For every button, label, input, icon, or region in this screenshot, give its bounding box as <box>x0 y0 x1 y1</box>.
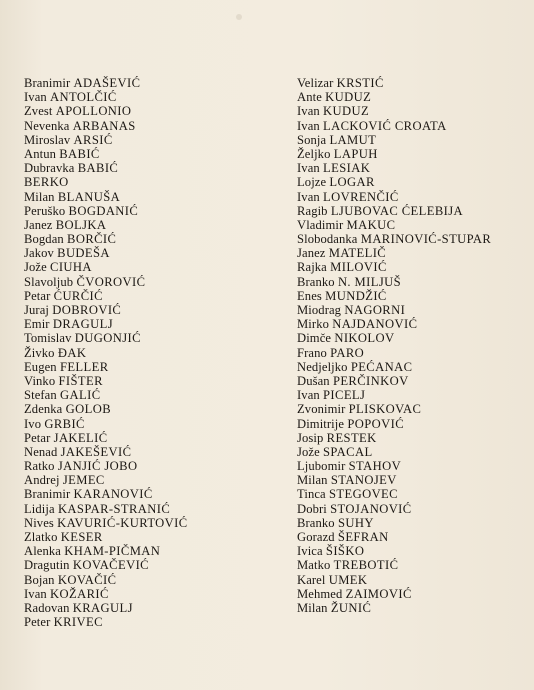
artist-surname: KOŽARIĆ <box>50 586 109 601</box>
artist-name <box>24 104 188 118</box>
artist-first-name: Emir <box>24 317 50 332</box>
artist-surname: BABIĆ <box>59 146 100 161</box>
artist-first-name: Velizar <box>297 76 334 90</box>
artist-surname: LAPUH <box>333 146 378 161</box>
artist-name <box>24 161 188 175</box>
artist-surname: UMEK <box>328 572 368 587</box>
artist-name <box>297 161 491 175</box>
artist-first-name: Zvest <box>24 104 53 119</box>
artist-surname: MAKUC <box>346 217 396 232</box>
artist-surname: KRSTIĆ <box>336 76 384 90</box>
artist-first-name: Nenad <box>24 444 58 459</box>
artist-surname: MUNDŽIĆ <box>325 288 387 303</box>
artist-name <box>24 516 188 530</box>
artist-surname: KESER <box>60 530 103 544</box>
artist-first-name: Janez <box>297 246 326 261</box>
artist-name <box>24 303 188 317</box>
artist-first-name: Dimče <box>297 331 332 346</box>
artist-first-name: Rajka <box>297 260 327 275</box>
artist-surname: KHAM-PIČMAN <box>64 544 161 559</box>
artist-first-name: Radovan <box>24 600 70 615</box>
artist-first-name: Zvonimir <box>297 402 346 417</box>
artist-first-name: Ratko <box>24 459 55 474</box>
artist-first-name: Mehmed <box>297 586 343 601</box>
artist-first-name: Branko <box>297 274 335 289</box>
artist-name <box>297 473 491 487</box>
artist-surname: DUGONJIĆ <box>74 331 141 346</box>
artist-surname: LOGAR <box>329 175 375 190</box>
artist-first-name: Petar <box>24 288 51 303</box>
artist-first-name: Ivan <box>24 586 47 601</box>
artist-name <box>24 204 188 218</box>
artist-name <box>24 360 188 374</box>
artist-name <box>297 558 491 572</box>
artist-surname: TREBOTIĆ <box>333 558 399 573</box>
artist-surname: MATELIČ <box>328 246 387 261</box>
artist-name <box>24 388 188 402</box>
artist-name <box>297 402 491 416</box>
artist-surname: BABIĆ <box>77 161 119 176</box>
artist-surname: MILOVIĆ <box>330 260 387 275</box>
artist-surname: LESIAK <box>323 161 371 176</box>
artist-first-name: Frano <box>297 345 327 360</box>
artist-first-name: Slavoljub <box>24 274 74 289</box>
artist-name <box>24 119 188 133</box>
artist-surname: ĐAK <box>57 345 87 360</box>
artist-name <box>297 317 491 331</box>
artist-first-name: Dimitrije <box>297 416 345 431</box>
artist-first-name: Bogdan <box>24 232 64 247</box>
artist-surname: KASPAR-STRANIĆ <box>57 501 171 516</box>
artist-first-name: Peruško <box>24 203 66 218</box>
artist-surname: BERKO <box>24 175 69 190</box>
artist-first-name: Branko <box>297 515 335 530</box>
artist-surname: KAVURIĆ-KURTOVIĆ <box>57 515 188 530</box>
artist-surname: PARO <box>330 345 365 360</box>
artist-first-name: Janez <box>24 217 53 232</box>
artist-name <box>297 431 491 445</box>
artist-name <box>24 558 188 572</box>
artist-surname: ČVOROVIĆ <box>76 274 146 289</box>
artist-first-name: Milan <box>24 189 55 204</box>
artist-surname: ARBANAS <box>72 118 136 133</box>
artist-name <box>297 502 491 516</box>
artist-surname: STANOJEV <box>330 473 397 488</box>
artist-surname: LAMUT <box>329 132 377 147</box>
artist-surname: BUDEŠA <box>57 246 110 261</box>
artist-surname: SPACAL <box>323 444 373 459</box>
artist-name <box>297 587 491 601</box>
artist-surname: PERČINKOV <box>332 373 409 388</box>
artist-surname: ANTOLČIĆ <box>50 90 117 105</box>
artist-name <box>24 573 188 587</box>
artist-surname: KRAGULJ <box>72 600 133 615</box>
artist-first-name: Bojan <box>24 572 55 587</box>
artist-name <box>24 289 188 303</box>
artist-surname: STAHOV <box>348 459 402 474</box>
artist-surname: JAKEŠEVIĆ <box>60 444 132 459</box>
artist-first-name: Branimir <box>24 487 71 502</box>
artist-first-name: Vinko <box>24 373 56 388</box>
artist-first-name: Dragutin <box>24 558 70 573</box>
artist-first-name: Josip <box>297 430 324 445</box>
artist-surname: LJUBOVAC ĆELEBIJA <box>330 203 464 218</box>
artist-surname: NAGORNI <box>344 303 406 317</box>
artist-surname: POPOVIĆ <box>347 416 405 431</box>
artist-surname: BLANUŠA <box>57 189 121 204</box>
artist-name <box>297 175 491 189</box>
artist-surname: JANJIĆ JOBO <box>57 459 138 474</box>
artist-surname: FIŠTER <box>58 373 103 388</box>
artist-name <box>297 190 491 204</box>
artist-surname: SUHY <box>337 515 374 530</box>
artist-first-name: Ivan <box>297 104 320 119</box>
artist-name <box>297 417 491 431</box>
artist-surname: KUDUZ <box>325 90 372 105</box>
artist-name <box>297 218 491 232</box>
artist-name <box>24 445 188 459</box>
artist-name <box>24 346 188 360</box>
artist-surname: GOLOB <box>65 402 112 417</box>
artist-first-name: Jakov <box>24 246 54 261</box>
artist-surname: JEMEC <box>62 473 105 488</box>
artist-first-name: Ragib <box>297 203 328 218</box>
artist-first-name: Živko <box>24 345 55 360</box>
artist-surname: BORČIĆ <box>67 232 117 247</box>
artist-name <box>297 487 491 501</box>
artist-name <box>297 346 491 360</box>
artist-surname: APOLLONIO <box>55 104 132 119</box>
artist-name <box>297 388 491 402</box>
artist-name <box>24 317 188 331</box>
artist-name <box>24 374 188 388</box>
artist-surname: ADAŠEVIĆ <box>73 76 141 90</box>
artist-name <box>24 190 188 204</box>
artist-surname: DRAGULJ <box>52 317 114 332</box>
artist-first-name: Milan <box>297 600 328 615</box>
artist-list-right <box>297 76 491 615</box>
artist-name <box>297 246 491 260</box>
artist-name <box>297 104 491 118</box>
artist-first-name: Jože <box>24 260 47 275</box>
artist-name <box>297 516 491 530</box>
artist-surname: ĆURČIĆ <box>53 288 103 303</box>
artist-surname: RESTEK <box>326 430 377 445</box>
artist-name <box>24 175 188 189</box>
artist-name <box>24 246 188 260</box>
artist-name <box>297 445 491 459</box>
artist-first-name: Nevenka <box>24 118 70 133</box>
artist-first-name: Matko <box>297 558 331 573</box>
artist-name <box>24 587 188 601</box>
artist-name <box>24 473 188 487</box>
artist-name <box>297 275 491 289</box>
artist-name <box>297 119 491 133</box>
artist-first-name: Miodrag <box>297 303 342 317</box>
artist-surname: ZAIMOVIĆ <box>345 586 412 601</box>
artist-name <box>24 402 188 416</box>
artist-first-name: Alenka <box>24 544 61 559</box>
artist-surname: N. MILJUŠ <box>337 274 402 289</box>
artist-surname: KRIVEC <box>53 615 103 630</box>
artist-first-name: Ljubomir <box>297 459 346 474</box>
artist-surname: KOVAČEVIĆ <box>72 558 149 573</box>
artist-surname: PLISKOVAC <box>348 402 422 417</box>
artist-first-name: Tinca <box>297 487 326 502</box>
artist-first-name: Ivo <box>24 416 42 431</box>
artist-surname: FELLER <box>59 359 109 374</box>
artist-first-name: Mirko <box>297 317 329 332</box>
artist-name <box>297 544 491 558</box>
artist-first-name: Karel <box>297 572 326 587</box>
artist-first-name: Nives <box>24 515 54 530</box>
artist-name <box>297 331 491 345</box>
artist-name <box>297 360 491 374</box>
artist-name <box>24 601 188 615</box>
artist-surname: NIKOLOV <box>334 331 395 346</box>
artist-name <box>297 133 491 147</box>
artist-first-name: Branimir <box>24 76 71 90</box>
artist-name <box>24 530 188 544</box>
artist-name <box>297 90 491 104</box>
artist-first-name: Ivica <box>297 544 323 559</box>
artist-surname: CIUHA <box>50 260 92 275</box>
artist-first-name: Ivan <box>24 90 47 105</box>
artist-first-name: Vladimir <box>297 217 344 232</box>
artist-first-name: Petar <box>24 430 51 445</box>
artist-list-left <box>24 76 188 629</box>
artist-name <box>24 218 188 232</box>
artist-first-name: Ivan <box>297 388 320 403</box>
page-mark <box>236 14 242 20</box>
artist-first-name: Miroslav <box>24 132 71 147</box>
artist-surname: PICELJ <box>323 388 366 403</box>
artist-name <box>297 573 491 587</box>
artist-surname: BOGDANIĆ <box>68 203 139 218</box>
artist-first-name: Željko <box>297 146 331 161</box>
artist-first-name: Ivan <box>297 189 320 204</box>
artist-first-name: Jože <box>297 444 320 459</box>
artist-name <box>297 260 491 274</box>
artist-first-name: Dubravka <box>24 161 75 176</box>
artist-first-name: Dušan <box>297 373 330 388</box>
artist-surname: LOVRENČIĆ <box>323 189 399 204</box>
artist-name <box>24 502 188 516</box>
artist-name <box>24 331 188 345</box>
artist-surname: KARANOVIĆ <box>73 487 153 502</box>
artist-name <box>297 204 491 218</box>
artist-name <box>297 601 491 615</box>
artist-first-name: Gorazd <box>297 530 335 544</box>
artist-name <box>24 90 188 104</box>
artist-first-name: Lojze <box>297 175 327 190</box>
artist-name <box>297 459 491 473</box>
artist-first-name: Andrej <box>24 473 60 488</box>
artist-name <box>24 459 188 473</box>
artist-surname: ŠEFRAN <box>337 530 389 544</box>
artist-name <box>24 260 188 274</box>
artist-name <box>24 417 188 431</box>
artist-surname: KOVAČIĆ <box>57 572 117 587</box>
artist-surname: PEĆANAC <box>350 359 413 374</box>
artist-name <box>24 431 188 445</box>
artist-first-name: Antun <box>24 146 56 161</box>
artist-surname: ŽUNIĆ <box>330 600 372 615</box>
artist-surname: DOBROVIĆ <box>52 303 122 317</box>
artist-first-name: Ivan <box>297 118 320 133</box>
artist-first-name: Zlatko <box>24 530 58 544</box>
artist-first-name: Sonja <box>297 132 327 147</box>
artist-surname: NAJDANOVIĆ <box>332 317 418 332</box>
artist-first-name: Ivan <box>297 161 320 176</box>
artist-surname: KUDUZ <box>323 104 370 119</box>
artist-surname: ŠIŠKO <box>325 544 365 559</box>
artist-surname: JAKELIĆ <box>53 430 108 445</box>
artist-surname: ARSIĆ <box>73 132 113 147</box>
artist-surname: GRBIĆ <box>44 416 85 431</box>
artist-name <box>297 374 491 388</box>
artist-first-name: Juraj <box>24 303 49 317</box>
artist-first-name: Stefan <box>24 388 57 403</box>
artist-name <box>24 147 188 161</box>
artist-surname: BOLJKA <box>55 217 107 232</box>
artist-surname: STOJANOVIĆ <box>330 501 412 516</box>
artist-name <box>24 232 188 246</box>
artist-first-name: Nedjeljko <box>297 359 348 374</box>
artist-first-name: Zdenka <box>24 402 63 417</box>
artist-name <box>297 289 491 303</box>
artist-first-name: Peter <box>24 615 51 630</box>
artist-name <box>24 133 188 147</box>
artist-surname: MARINOVIĆ-STUPAR <box>360 232 492 247</box>
artist-name <box>297 530 491 544</box>
artist-first-name: Slobodanka <box>297 232 358 247</box>
artist-first-name: Enes <box>297 288 322 303</box>
artist-name <box>24 275 188 289</box>
artist-surname: GALIĆ <box>60 388 101 403</box>
artist-name <box>297 76 491 90</box>
artist-name <box>297 232 491 246</box>
artist-first-name: Eugen <box>24 359 57 374</box>
artist-first-name: Milan <box>297 473 328 488</box>
artist-name <box>24 487 188 501</box>
artist-first-name: Ante <box>297 90 322 105</box>
artist-surname: STEGOVEC <box>328 487 398 502</box>
artist-name <box>24 615 188 629</box>
artist-surname: LACKOVIĆ CROATA <box>323 118 447 133</box>
artist-first-name: Tomislav <box>24 331 72 346</box>
artist-name <box>297 147 491 161</box>
artist-first-name: Lidija <box>24 501 55 516</box>
artist-name <box>297 303 491 317</box>
artist-name <box>24 76 188 90</box>
artist-name <box>24 544 188 558</box>
artist-first-name: Dobri <box>297 501 327 516</box>
